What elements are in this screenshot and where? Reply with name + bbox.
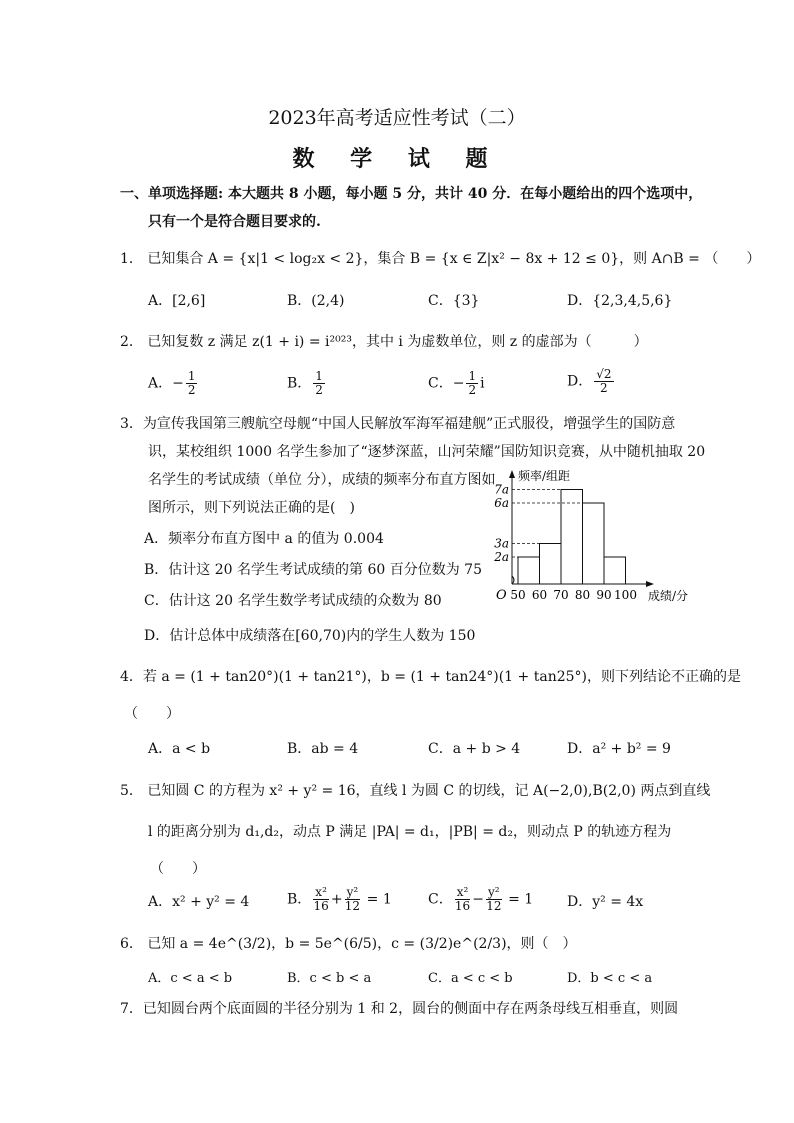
x-tick-label: 50 bbox=[510, 588, 526, 602]
q2-option-c: C．− $\frac{1}{2}$ i bbox=[428, 369, 485, 397]
q6-option-a: A．c < a < b bbox=[148, 971, 233, 986]
x-axis-arrow-icon bbox=[646, 581, 654, 587]
q2-option-a: A．− $\frac{1}{2}$ bbox=[148, 369, 196, 397]
q2-option-b: B． $\frac{1}{2}$ bbox=[287, 369, 323, 397]
q6-option-c: C．a < c < b bbox=[428, 971, 513, 986]
q5-line2: l 的距离分别为 d₁,d₂，动点 P 满足 |PA| = d₁，|PB| = d₂，则动点 P 的轨迹方程为 bbox=[148, 824, 672, 840]
q3-line2: 识，某校组织 1000 名学生参加了“逐梦深蓝，山河荣耀”国防知识竞赛，从中随机抽取 20 bbox=[148, 444, 706, 460]
frequency-histogram bbox=[488, 468, 703, 608]
histogram-bar bbox=[540, 544, 562, 585]
y-tick-label: 6a bbox=[494, 496, 509, 510]
y-axis-label: 频率/组距 bbox=[518, 469, 571, 483]
q4-line1: 4．若 a = (1 + tan20°)(1 + tan21°)，b = (1 + tan24°)(1 + tan25°)，则下列结论不正确的是 bbox=[120, 669, 741, 685]
x-tick-label: 60 bbox=[531, 588, 548, 602]
y-tick-label: 7a bbox=[494, 482, 509, 497]
x-axis-label: 成绩/分 bbox=[648, 589, 689, 603]
x-tick-label: 80 bbox=[574, 588, 591, 602]
q5-option-d: D．y² = 4x bbox=[567, 894, 644, 910]
q3-line3: 名学生的考试成绩（单位 分），成绩的频率分布直方图如 bbox=[148, 472, 496, 488]
q7-line1: 7．已知圆台两个底面圆的半径分别为 1 和 2，圆台的侧面中存在两条母线互相垂直，则圆 bbox=[120, 1001, 679, 1017]
q2-stem: 2． 已知复数 z 满足 z(1 + i) = i²⁰²³，其中 i 为虚数单位，则 z 的虚部为（ ） bbox=[120, 334, 648, 350]
exam-title: 2023年高考适应性考试（二） bbox=[268, 107, 526, 129]
q1-option-a: A．[2,6] bbox=[148, 293, 206, 309]
x-tick-label: 70 bbox=[553, 588, 569, 602]
q4-line2: （ ） bbox=[124, 706, 180, 722]
x-tick-label: 100 bbox=[614, 588, 637, 602]
q3-option-d: D．估计总体中成绩落在[60,70)内的学生人数为 150 bbox=[144, 628, 476, 644]
origin-label: O bbox=[496, 588, 507, 603]
q6-option-b: B．c < b < a bbox=[287, 971, 372, 986]
q5-line1: 5． 已知圆 C 的方程为 x² + y² = 16，直线 l 为圆 C 的切线，记 A(−2,0),B(2,0) 两点到直线 bbox=[120, 783, 711, 799]
q4-option-d: D．a² + b² = 9 bbox=[567, 741, 671, 757]
q1-option-d: D．{2,3,4,5,6} bbox=[567, 293, 673, 309]
q4-option-b: B．ab = 4 bbox=[287, 741, 359, 757]
q4-option-c: C．a + b > 4 bbox=[428, 741, 521, 757]
q5-option-a: A．x² + y² = 4 bbox=[148, 894, 250, 910]
histogram-bar bbox=[561, 490, 583, 585]
q1-option-c: C．{3} bbox=[428, 293, 480, 309]
y-tick-label: 2a bbox=[494, 550, 509, 564]
q2-option-d: D． $\frac{√2}{2}$ bbox=[567, 367, 612, 395]
q6-stem: 6． 已知 a = 4e^(3/2)，b = 5e^(6/5)，c = (3/2)e^(2/3)，则（ ） bbox=[120, 936, 577, 952]
q1-stem: 1． 已知集合 A = {x|1 < log₂x < 2}，集合 B = {x ∈ Z|x² − 8x + 12 ≤ 0}，则 A∩B = （ ） bbox=[120, 251, 761, 267]
section-heading-line2: 只有一个是符合题目要求的. bbox=[148, 214, 321, 230]
q4-option-a: A．a < b bbox=[148, 741, 211, 757]
q5-option-b: B． $\frac{\text{x²}}{16}$ + $\frac{\text{y²}}{12}$ = 1 bbox=[287, 885, 392, 913]
q3-line1: 3．为宣传我国第三艘航空母舰“中国人民解放军海军福建舰”正式服役，增强学生的国防意 bbox=[120, 416, 676, 432]
q5-line3: （ ） bbox=[150, 861, 206, 877]
section-heading-line1: 一、单项选择题: 本大题共 8 小题，每小题 5 分，共计 40 分．在每小题给出的四个选项中， bbox=[120, 186, 703, 202]
x-tick-label: 90 bbox=[596, 588, 612, 602]
histogram-bar bbox=[604, 557, 626, 584]
y-axis-arrow-icon bbox=[509, 470, 515, 478]
q3-option-b: B．估计这 20 名学生考试成绩的第 60 百分位数为 75 bbox=[144, 562, 482, 578]
q3-option-a: A．频率分布直方图中 a 的值为 0.004 bbox=[144, 531, 384, 547]
histogram-bar bbox=[583, 503, 605, 584]
q3-line4: 图所示，则下列说法正确的是( ) bbox=[148, 500, 355, 516]
q3-option-c: C．估计这 20 名学生数学考试成绩的众数为 80 bbox=[144, 593, 442, 609]
exam-subject: 数 学 试 题 bbox=[292, 147, 502, 172]
q5-option-c: C． $\frac{\text{x²}}{16}$ − $\frac{\text{y²}}{12}$ = 1 bbox=[428, 885, 534, 913]
q6-option-d: D．b < c < a bbox=[567, 971, 653, 986]
histogram-bar bbox=[518, 557, 540, 584]
q1-option-b: B．(2,4) bbox=[287, 293, 345, 309]
y-tick-label: 3a bbox=[494, 536, 509, 551]
